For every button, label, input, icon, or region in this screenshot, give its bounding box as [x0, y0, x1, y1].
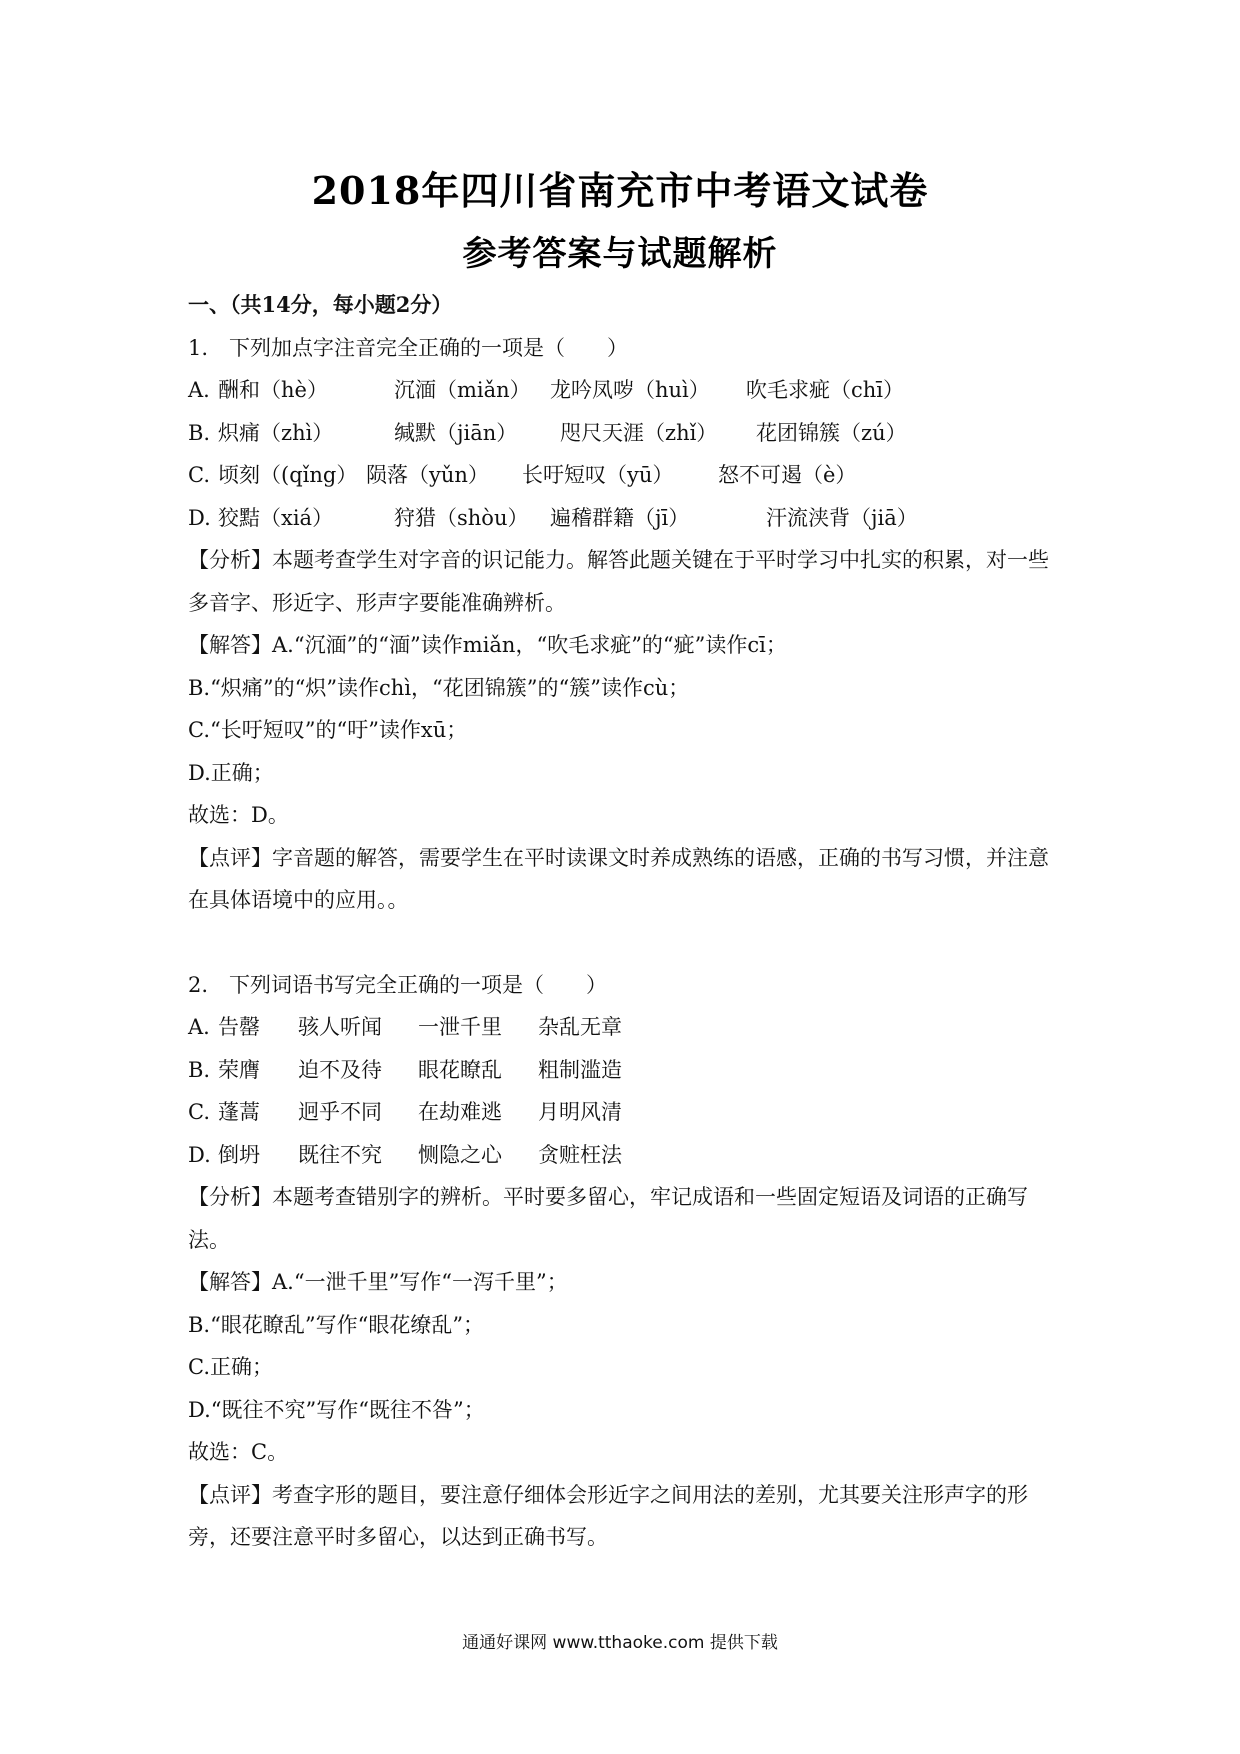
q2-option-b — [188, 1049, 1058, 1092]
answer-line: 【解答】A.“一泄千里”写作“一泻千里”； — [188, 1270, 568, 1294]
option-item: 贪赃枉法 — [538, 1142, 622, 1167]
q1-options — [188, 369, 1058, 539]
q2-option-c — [188, 1091, 1058, 1134]
answer-line: B.“眼花瞭乱”写作“眼花缭乱”； — [188, 1312, 485, 1337]
option-label: C. — [188, 1100, 210, 1124]
option-item: 杂乱无章 — [538, 1015, 622, 1039]
option-item: 告罄 — [218, 1015, 260, 1039]
option-item: 汗流浃背（jiā） — [766, 505, 918, 530]
option-label: A. — [188, 378, 210, 402]
option-item: 酬和（hè） — [218, 378, 328, 402]
option-item: 沉湎（miǎn） — [394, 378, 531, 402]
option-item: 迥乎不同 — [298, 1100, 382, 1124]
q1-option-c — [188, 454, 1058, 497]
content-body — [188, 284, 1058, 1559]
option-label: B. — [188, 420, 211, 445]
option-item: 眼花瞭乱 — [418, 1057, 502, 1082]
option-item: 在劫难逃 — [418, 1100, 502, 1124]
option-label: C. — [188, 463, 210, 487]
option-item: 长吁短叹（yū） — [522, 463, 674, 487]
q1-option-d — [188, 497, 1058, 540]
option-item: 吹毛求疵（chī） — [746, 378, 905, 402]
option-item: 骇人听闻 — [298, 1015, 382, 1039]
q1-option-b — [188, 412, 1058, 455]
option-item: 狩猎（shòu） — [394, 505, 529, 530]
option-item: 陨落（yǔn） — [366, 463, 489, 487]
q2-analysis: 【分析】本题考查错别字的辨析。平时要多留心，牢记成语和一些固定短语及词语的正确写法。 — [188, 1185, 1028, 1252]
q1-stem: 1. 下列加点字注音完全正确的一项是（ ） — [188, 335, 629, 360]
q2-comment: 【点评】考查字形的题目，要注意仔细体会形近字之间用法的差别，尤其要关注形声字的形旁，还要注意平时多留心，以达到正确书写。 — [188, 1482, 1028, 1549]
answer-line: 故选：C。 — [188, 1440, 289, 1464]
option-label: A. — [188, 1015, 210, 1039]
option-item: 蓬蒿 — [218, 1100, 260, 1124]
page-subtitle: 参考答案与试题解析 — [462, 234, 778, 274]
answer-line: B.“炽痛”的“炽”读作chì，“花团锦簇”的“簇”读作cù； — [188, 675, 690, 700]
option-item: 遍稽群籍（jī） — [550, 505, 690, 530]
option-item: 迫不及待 — [298, 1057, 382, 1082]
option-item: 恻隐之心 — [418, 1142, 502, 1167]
q1-analysis: 【分析】本题考查学生对字音的识记能力。解答此题关键在于平时学习中扎实的积累，对一些多音字、形近字、形声字要能准确辨析。 — [188, 548, 1049, 615]
page-title: 2018年四川省南充市中考语文试卷 — [311, 168, 929, 213]
option-label: B. — [188, 1057, 211, 1082]
spacer — [188, 922, 1058, 964]
option-item: 怒不可遏（è） — [718, 463, 857, 487]
answer-line: D.正确； — [188, 760, 274, 785]
option-item: 咫尺天涯（zhǐ） — [560, 420, 718, 445]
option-item: 一泄千里 — [418, 1015, 502, 1039]
answer-line: D.“既往不究”写作“既往不咎”； — [188, 1397, 485, 1422]
option-item: 顷刻（(qǐng） — [218, 463, 358, 487]
option-item: 倒坍 — [218, 1142, 260, 1167]
option-item: 花团锦簇（zú） — [756, 420, 907, 445]
q2-options — [188, 1006, 1058, 1176]
option-label: D. — [188, 1142, 211, 1167]
option-item: 荣膺 — [218, 1057, 260, 1082]
q2-option-a — [188, 1006, 1058, 1049]
q1-answer — [188, 624, 1058, 837]
q2-answer — [188, 1261, 1058, 1474]
option-item: 缄默（jiān） — [394, 420, 518, 445]
q2-option-d — [188, 1134, 1058, 1177]
q1-option-a — [188, 369, 1058, 412]
option-label: D. — [188, 505, 211, 530]
q2-stem: 2. 下列词语书写完全正确的一项是（ ） — [188, 972, 608, 997]
option-item: 既往不究 — [298, 1142, 382, 1167]
section-heading: 一、（共14分，每小题2分） — [188, 292, 453, 317]
answer-line: C.“长吁短叹”的“吁”读作xū； — [188, 718, 468, 742]
option-item: 炽痛（zhì） — [218, 420, 334, 445]
answer-line: C.正确； — [188, 1355, 273, 1379]
option-item: 龙吟凤哕（huì） — [550, 378, 710, 402]
option-item: 狡黠（xiá） — [218, 505, 334, 530]
page-footer: 通通好课网 www.tthaoke.com 提供下载 — [462, 1633, 778, 1653]
q1-comment: 【点评】字音题的解答，需要学生在平时读课文时养成熟练的语感，正确的书写习惯，并注意在具体语境中的应用。。 — [188, 845, 1049, 912]
answer-line: 【解答】A.“沉湎”的“湎”读作miǎn，“吹毛求疵”的“疵”读作cī； — [188, 633, 787, 657]
answer-line: 故选：D。 — [188, 803, 289, 827]
option-item: 粗制滥造 — [538, 1057, 622, 1082]
option-item: 月明风清 — [538, 1100, 622, 1124]
